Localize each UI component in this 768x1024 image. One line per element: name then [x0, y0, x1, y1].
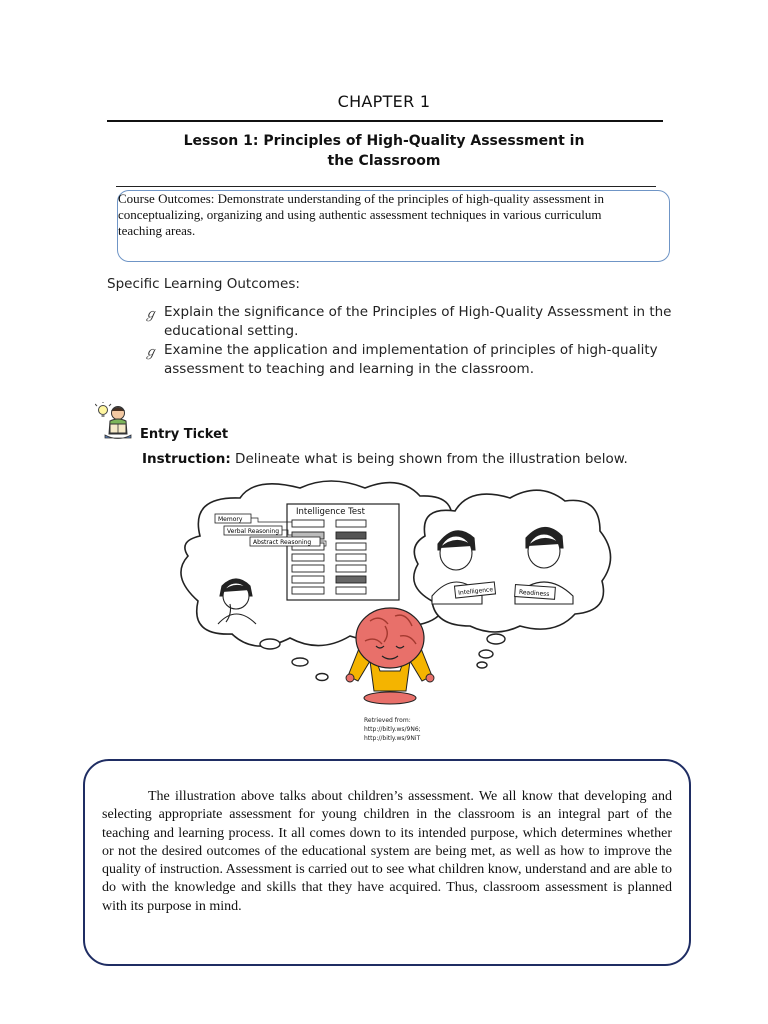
lesson-title: Lesson 1: Principles of High-Quality Assessment in the Classroom [183, 133, 585, 169]
label-verbal-reasoning: Verbal Reasoning [227, 528, 280, 535]
chapter-heading: CHAPTER 1 [337, 92, 431, 111]
svg-text:Intelligence: Intelligence [457, 586, 494, 597]
entry-ticket-title: Entry Ticket [140, 427, 229, 442]
retrieved-label: Retrieved from: [364, 717, 411, 724]
instruction-line [142, 451, 628, 467]
instruction-text: Delineate what is being shown from the illustration below. [230, 451, 628, 467]
retrieved-link[interactable]: http://bitly.ws/9N6; [364, 726, 421, 733]
label-abstract-reasoning: Abstract Reasoning [253, 539, 312, 546]
heading-divider [107, 120, 663, 122]
svg-text:Readiness: Readiness [518, 588, 550, 598]
bullet-icon: ℊ [144, 345, 158, 360]
test-sheet [287, 504, 399, 600]
specific-outcome-item: Explain the significance of the Principles of High-Quality Assessment in the educational setting. [164, 304, 672, 339]
specific-outcome-item: Examine the application and implementation of principles of high-quality assessment to teaching and learning in the classroom. [164, 342, 658, 377]
instruction-label: Instruction: [142, 451, 231, 467]
course-outcomes-text: Course Outcomes: Demonstrate understanding of the principles of high-quality assessment in conceptualizing, organizing and using authentic assessment techniques in various curriculum teaching areas. [118, 191, 604, 238]
right-thought-cloud [414, 490, 611, 668]
explanation-paragraph: The illustration above talks about children’s assessment. We all know that developing and selecting appropriate assessment for young children in the classroom is an integral part of the teaching and learning process. It all comes down to its intended purpose, which determines whether or not the desired outcomes of the educational system are being met, as well as how to improve the quality of instruction. Assessment is carried out to see what children know, understand and are able to do with the knowledge and skills that they have acquired. Thus, classroom assessment is planned with its purpose in mind. [102, 789, 672, 914]
test-title: Intelligence Test [296, 507, 365, 517]
readiness-sign [515, 585, 556, 600]
bullet-icon: ℊ [144, 307, 158, 322]
label-memory: Memory [218, 516, 243, 523]
image-source-credit [364, 716, 421, 743]
retrieved-link[interactable]: http://bitly.ws/9NiT [364, 735, 421, 742]
student-reading-icon [95, 402, 135, 442]
specific-outcomes-heading: Specific Learning Outcomes: [107, 276, 300, 292]
assessment-illustration [170, 476, 620, 716]
title-divider [116, 186, 656, 187]
